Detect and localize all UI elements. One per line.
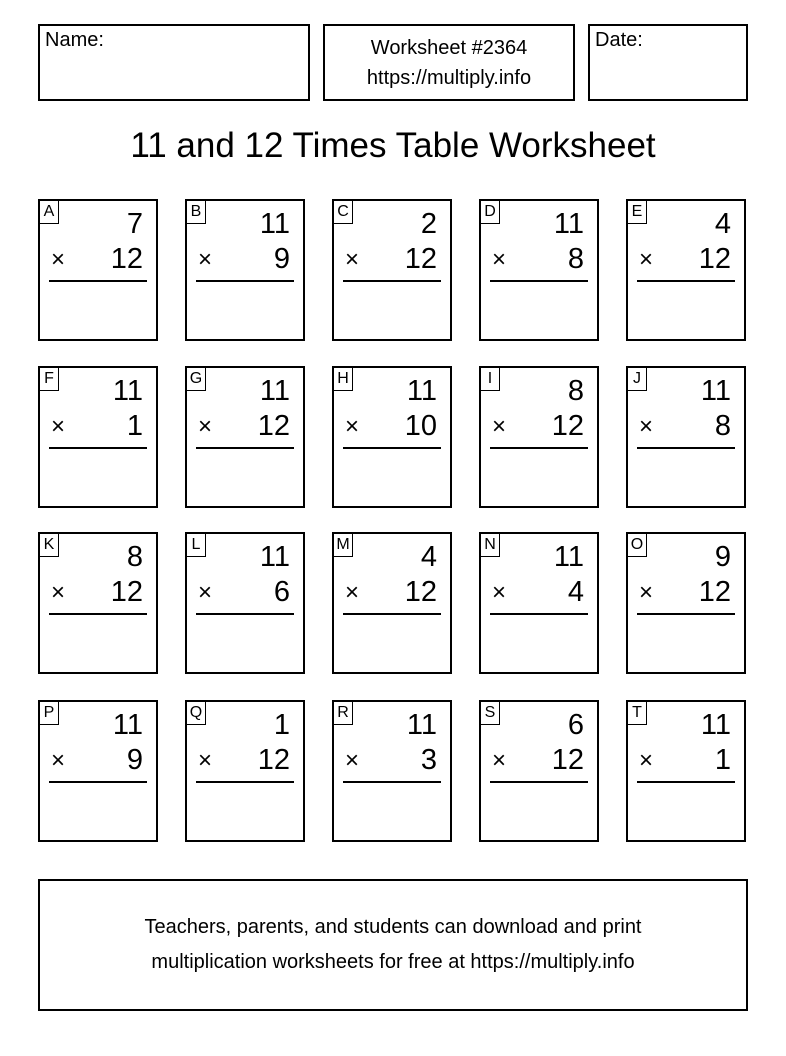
multiplicand: 11 [553,541,584,573]
multiplicand: 4 [714,208,731,240]
times-sign: × [492,413,507,440]
multiplicand: 9 [714,541,731,573]
problem-c [332,199,452,341]
multiplier: 1 [126,410,143,442]
problem-letter: G [187,368,206,391]
problem-letter: J [628,368,647,391]
problem-e [626,199,746,341]
problem-p [38,700,158,842]
answer-line [49,447,147,449]
multiplier: 8 [714,410,731,442]
problem-g [185,366,305,508]
multiplier: 10 [404,410,437,442]
multiplier: 8 [567,243,584,275]
answer-line [637,781,735,783]
problem-letter: B [187,201,206,224]
problem-r [332,700,452,842]
problem-letter: H [334,368,353,391]
multiplicand: 11 [112,375,143,407]
answer-line [196,280,294,282]
multiplicand: 11 [406,709,437,741]
times-sign: × [492,246,507,273]
problem-a [38,199,158,341]
multiplier: 12 [404,576,437,608]
times-sign: × [51,579,66,606]
multiplier: 12 [110,576,143,608]
answer-line [343,280,441,282]
problem-letter: M [334,534,353,557]
date-field [588,24,748,101]
answer-line [196,613,294,615]
multiplier: 6 [273,576,290,608]
multiplicand: 11 [112,709,143,741]
times-sign: × [51,246,66,273]
answer-line [343,613,441,615]
answer-line [637,447,735,449]
times-sign: × [198,747,213,774]
times-sign: × [492,747,507,774]
times-sign: × [198,246,213,273]
footer-line-2: multiplication worksheets for free at https://multiply.info [151,951,635,973]
problem-q [185,700,305,842]
problem-letter: S [481,702,500,725]
footer-note [38,879,748,1011]
times-sign: × [51,747,66,774]
problem-o [626,532,746,674]
problem-t [626,700,746,842]
problem-b [185,199,305,341]
times-sign: × [639,413,654,440]
multiplier: 12 [257,744,290,776]
problem-letter: O [628,534,647,557]
answer-line [637,280,735,282]
problem-k [38,532,158,674]
problem-d [479,199,599,341]
problem-l [185,532,305,674]
times-sign: × [639,747,654,774]
problem-m [332,532,452,674]
times-sign: × [198,413,213,440]
answer-line [49,613,147,615]
multiplier: 12 [551,744,584,776]
multiplicand: 11 [700,709,731,741]
multiplicand: 11 [259,541,290,573]
answer-line [343,781,441,783]
answer-line [637,613,735,615]
multiplier: 4 [567,576,584,608]
problem-j [626,366,746,508]
problem-letter: E [628,201,647,224]
problem-letter: T [628,702,647,725]
answer-line [196,447,294,449]
answer-line [490,781,588,783]
multiplier: 12 [110,243,143,275]
multiplier: 12 [698,243,731,275]
problem-letter: L [187,534,206,557]
worksheet-info-box [323,24,575,101]
multiplicand: 11 [259,208,290,240]
times-sign: × [345,747,360,774]
multiplicand: 6 [567,709,584,741]
name-label: Name: [45,29,104,51]
times-sign: × [639,246,654,273]
times-sign: × [345,246,360,273]
problem-letter: Q [187,702,206,725]
multiplicand: 7 [126,208,143,240]
answer-line [490,613,588,615]
times-sign: × [198,579,213,606]
answer-line [490,280,588,282]
problem-letter: A [40,201,59,224]
problem-letter: R [334,702,353,725]
problem-i [479,366,599,508]
footer-line-1: Teachers, parents, and students can download and print [144,916,642,938]
multiplicand: 11 [553,208,584,240]
date-label: Date: [595,29,643,51]
multiplier: 12 [257,410,290,442]
times-sign: × [492,579,507,606]
worksheet-number: Worksheet #2364 [370,37,528,59]
times-sign: × [345,413,360,440]
answer-line [196,781,294,783]
problem-s [479,700,599,842]
multiplier: 12 [698,576,731,608]
times-sign: × [345,579,360,606]
multiplier: 9 [126,744,143,776]
multiplier: 3 [420,744,437,776]
problem-letter: C [334,201,353,224]
answer-line [490,447,588,449]
problem-letter: D [481,201,500,224]
multiplicand: 11 [406,375,437,407]
times-sign: × [51,413,66,440]
multiplicand: 2 [420,208,437,240]
answer-line [49,280,147,282]
multiplier: 9 [273,243,290,275]
problem-h [332,366,452,508]
name-field [38,24,310,101]
answer-line [343,447,441,449]
problem-letter: N [481,534,500,557]
problem-letter: I [481,368,500,391]
times-sign: × [639,579,654,606]
page-title: 11 and 12 Times Table Worksheet [130,126,656,165]
worksheet-url: https://multiply.info [366,67,532,89]
problem-n [479,532,599,674]
multiplier: 12 [404,243,437,275]
problem-letter: K [40,534,59,557]
multiplicand: 11 [700,375,731,407]
multiplicand: 1 [273,709,290,741]
multiplier: 1 [714,744,731,776]
multiplier: 12 [551,410,584,442]
problem-letter: P [40,702,59,725]
answer-line [49,781,147,783]
multiplicand: 11 [259,375,290,407]
problem-f [38,366,158,508]
multiplicand: 4 [420,541,437,573]
multiplicand: 8 [126,541,143,573]
multiplicand: 8 [567,375,584,407]
problem-letter: F [40,368,59,391]
